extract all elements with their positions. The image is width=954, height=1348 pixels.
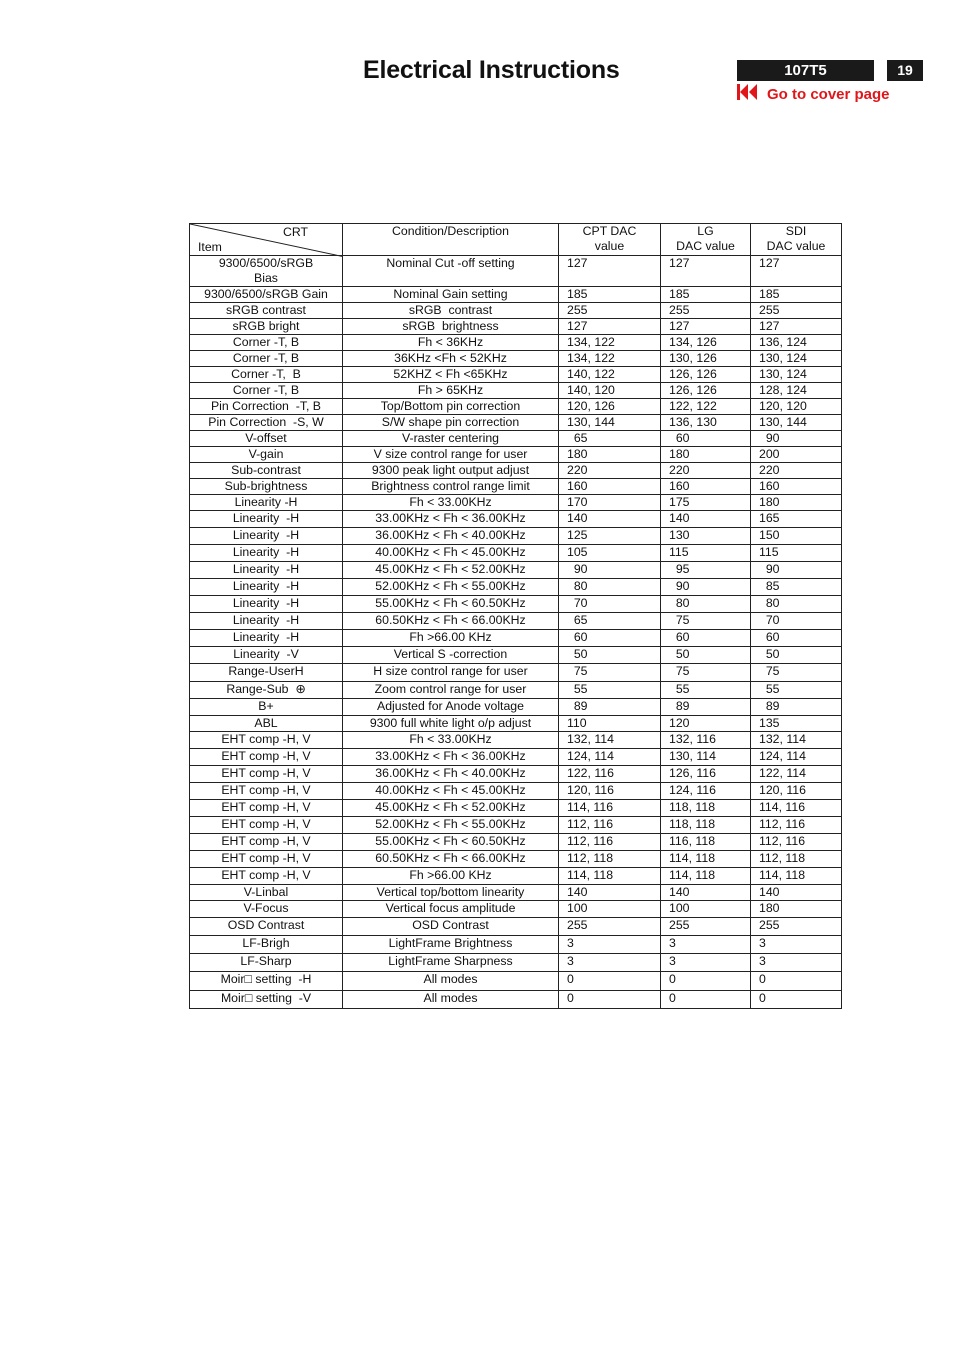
row-cpt-value: 125 [559, 528, 661, 545]
sdi-header-line2: DAC value [766, 239, 826, 253]
row-lg-value: 3 [661, 936, 751, 954]
row-condition: Vertical top/bottom linearity [343, 885, 559, 901]
row-sdi-value: 132, 114 [751, 732, 842, 749]
row-condition: 9300 full white light o/p adjust [343, 716, 559, 732]
table-row [190, 319, 842, 335]
row-cpt-value: 65 [559, 431, 661, 447]
sdi-header-line1: SDI [785, 224, 807, 238]
row-lg-value: 89 [661, 699, 751, 716]
row-cpt-value: 60 [559, 630, 661, 647]
row-item: EHT comp -H, V [190, 817, 343, 834]
row-item: Linearity -H [190, 562, 343, 579]
row-item: EHT comp -H, V [190, 749, 343, 766]
row-condition: Fh < 36KHz [343, 335, 559, 351]
row-cpt-value: 130, 144 [559, 415, 661, 431]
row-lg-value: 127 [661, 319, 751, 335]
row-lg-value: 130, 126 [661, 351, 751, 367]
row-sdi-value: 136, 124 [751, 335, 842, 351]
row-condition: 52KHZ < Fh <65KHz [343, 367, 559, 383]
table-row [190, 918, 842, 936]
table-row [190, 936, 842, 954]
row-cpt-value: 140, 120 [559, 383, 661, 399]
row-condition: Nominal Cut -off setting [343, 256, 559, 287]
row-sdi-value: 128, 124 [751, 383, 842, 399]
row-lg-value: 114, 118 [661, 868, 751, 885]
row-item: Corner -T, B [190, 351, 343, 367]
table-row [190, 447, 842, 463]
row-cpt-value: 112, 118 [559, 851, 661, 868]
row-cpt-value: 140 [559, 511, 661, 528]
table-row [190, 954, 842, 972]
go-to-cover-link[interactable] [737, 84, 890, 104]
page-number: 19 [887, 60, 923, 81]
row-cpt-value: 140, 122 [559, 367, 661, 383]
row-condition: sRGB contrast [343, 303, 559, 319]
row-sdi-value: 180 [751, 901, 842, 918]
row-lg-value: 124, 116 [661, 783, 751, 800]
row-cpt-value: 70 [559, 596, 661, 613]
table-row [190, 287, 842, 303]
row-lg-value: 80 [661, 596, 751, 613]
table-row [190, 800, 842, 817]
row-condition: 33.00KHz < Fh < 36.00KHz [343, 511, 559, 528]
row-sdi-value: 130, 124 [751, 367, 842, 383]
row-item: 9300/6500/sRGB Gain [190, 287, 343, 303]
row-lg-value: 118, 118 [661, 800, 751, 817]
table-row [190, 664, 842, 682]
row-item: Linearity -H [190, 579, 343, 596]
row-condition: 40.00KHz < Fh < 45.00KHz [343, 545, 559, 562]
table-row [190, 415, 842, 431]
row-condition: Fh >66.00 KHz [343, 630, 559, 647]
row-cpt-value: 185 [559, 287, 661, 303]
table-row [190, 399, 842, 415]
row-cpt-value: 114, 118 [559, 868, 661, 885]
row-cpt-value: 132, 114 [559, 732, 661, 749]
row-item: Linearity -H [190, 613, 343, 630]
table-row [190, 699, 842, 716]
row-cpt-value: 127 [559, 319, 661, 335]
row-condition: V size control range for user [343, 447, 559, 463]
table-row [190, 901, 842, 918]
row-condition: All modes [343, 972, 559, 991]
row-condition: 45.00KHz < Fh < 52.00KHz [343, 800, 559, 817]
row-item: LF-Brigh [190, 936, 343, 954]
row-lg-value: 0 [661, 991, 751, 1009]
row-lg-value: 130, 114 [661, 749, 751, 766]
row-lg-value: 95 [661, 562, 751, 579]
row-cpt-value: 170 [559, 495, 661, 511]
row-condition: LightFrame Brightness [343, 936, 559, 954]
row-lg-value: 136, 130 [661, 415, 751, 431]
table-row [190, 596, 842, 613]
row-cpt-value: 105 [559, 545, 661, 562]
row-condition: 36KHz <Fh < 52KHz [343, 351, 559, 367]
row-item: Corner -T, B [190, 383, 343, 399]
row-sdi-value: 185 [751, 287, 842, 303]
row-condition: 33.00KHz < Fh < 36.00KHz [343, 749, 559, 766]
row-item: sRGB contrast [190, 303, 343, 319]
row-cpt-value: 255 [559, 918, 661, 936]
row-lg-value: 255 [661, 918, 751, 936]
row-item: EHT comp -H, V [190, 766, 343, 783]
row-condition: V-raster centering [343, 431, 559, 447]
table-row [190, 511, 842, 528]
row-condition: LightFrame Sharpness [343, 954, 559, 972]
row-item: Corner -T, B [190, 367, 343, 383]
row-sdi-value: 80 [751, 596, 842, 613]
lg-header-line1: LG [697, 224, 714, 238]
row-lg-value: 175 [661, 495, 751, 511]
row-condition: sRGB brightness [343, 319, 559, 335]
row-lg-value: 60 [661, 630, 751, 647]
crt-header-label: CRT [282, 225, 308, 239]
table-row [190, 562, 842, 579]
row-sdi-value: 180 [751, 495, 842, 511]
row-condition: OSD Contrast [343, 918, 559, 936]
table-row [190, 732, 842, 749]
table-row [190, 783, 842, 800]
row-condition: 36.00KHz < Fh < 40.00KHz [343, 766, 559, 783]
table-row [190, 351, 842, 367]
row-condition: Fh >66.00 KHz [343, 868, 559, 885]
row-item: Linearity -H [190, 630, 343, 647]
row-sdi-value: 150 [751, 528, 842, 545]
row-condition: Brightness control range limit [343, 479, 559, 495]
row-item: 9300/6500/sRGB Bias [190, 256, 343, 287]
row-cpt-value: 75 [559, 664, 661, 682]
row-condition: Vertical S -correction [343, 647, 559, 664]
row-lg-value: 140 [661, 511, 751, 528]
row-lg-value: 122, 122 [661, 399, 751, 415]
row-item: V-Focus [190, 901, 343, 918]
table-row [190, 256, 842, 287]
row-item: EHT comp -H, V [190, 783, 343, 800]
row-sdi-value: 115 [751, 545, 842, 562]
row-condition: 45.00KHz < Fh < 52.00KHz [343, 562, 559, 579]
row-cpt-value: 0 [559, 991, 661, 1009]
row-cpt-value: 122, 116 [559, 766, 661, 783]
row-sdi-value: 114, 116 [751, 800, 842, 817]
row-lg-value: 115 [661, 545, 751, 562]
table-row [190, 766, 842, 783]
row-item: Moir□ setting -V [190, 991, 343, 1009]
table-row [190, 613, 842, 630]
row-cpt-value: 220 [559, 463, 661, 479]
row-item: Corner -T, B [190, 335, 343, 351]
table-row [190, 817, 842, 834]
row-lg-value: 140 [661, 885, 751, 901]
row-item: Moir□ setting -H [190, 972, 343, 991]
row-cpt-value: 120, 116 [559, 783, 661, 800]
row-sdi-value: 50 [751, 647, 842, 664]
row-cpt-value: 124, 114 [559, 749, 661, 766]
row-sdi-value: 127 [751, 319, 842, 335]
table-header-row [190, 224, 842, 256]
row-sdi-value: 160 [751, 479, 842, 495]
table-row [190, 383, 842, 399]
row-condition: 55.00KHz < Fh < 60.50KHz [343, 834, 559, 851]
row-item: Sub-contrast [190, 463, 343, 479]
row-cpt-value: 80 [559, 579, 661, 596]
row-lg-value: 90 [661, 579, 751, 596]
table-row [190, 749, 842, 766]
first-page-arrow-icon [737, 84, 767, 104]
row-sdi-value: 114, 118 [751, 868, 842, 885]
row-lg-value: 132, 116 [661, 732, 751, 749]
row-sdi-value: 85 [751, 579, 842, 596]
row-condition: Top/Bottom pin correction [343, 399, 559, 415]
row-sdi-value: 0 [751, 972, 842, 991]
row-lg-value: 127 [661, 256, 751, 287]
row-cpt-value: 160 [559, 479, 661, 495]
row-item: Linearity -V [190, 647, 343, 664]
row-sdi-value: 75 [751, 664, 842, 682]
row-condition: H size control range for user [343, 664, 559, 682]
table-row [190, 647, 842, 664]
row-sdi-value: 140 [751, 885, 842, 901]
row-lg-value: 0 [661, 972, 751, 991]
table-row [190, 868, 842, 885]
table-row [190, 431, 842, 447]
row-lg-value: 116, 118 [661, 834, 751, 851]
row-condition: S/W shape pin correction [343, 415, 559, 431]
row-cpt-value: 65 [559, 613, 661, 630]
row-item: Linearity -H [190, 511, 343, 528]
row-sdi-value: 220 [751, 463, 842, 479]
row-sdi-value: 3 [751, 954, 842, 972]
row-lg-value: 50 [661, 647, 751, 664]
table-row [190, 630, 842, 647]
row-item: Sub-brightness [190, 479, 343, 495]
row-sdi-value: 130, 144 [751, 415, 842, 431]
table-row [190, 834, 842, 851]
row-lg-value: 55 [661, 682, 751, 699]
dac-settings-table [189, 223, 842, 1009]
row-sdi-value: 127 [751, 256, 842, 287]
row-condition: Fh > 65KHz [343, 383, 559, 399]
row-sdi-value: 124, 114 [751, 749, 842, 766]
row-cpt-value: 100 [559, 901, 661, 918]
row-sdi-value: 90 [751, 431, 842, 447]
row-cpt-value: 140 [559, 885, 661, 901]
row-lg-value: 75 [661, 664, 751, 682]
row-item: B+ [190, 699, 343, 716]
row-condition: Fh < 33.00KHz [343, 732, 559, 749]
row-condition: 40.00KHz < Fh < 45.00KHz [343, 783, 559, 800]
row-cpt-value: 0 [559, 972, 661, 991]
row-item: EHT comp -H, V [190, 800, 343, 817]
table-row [190, 495, 842, 511]
row-lg-value: 180 [661, 447, 751, 463]
row-sdi-value: 112, 118 [751, 851, 842, 868]
row-lg-value: 126, 126 [661, 367, 751, 383]
row-lg-value: 75 [661, 613, 751, 630]
row-item: V-offset [190, 431, 343, 447]
row-cpt-value: 110 [559, 716, 661, 732]
row-cpt-value: 3 [559, 954, 661, 972]
row-condition: Nominal Gain setting [343, 287, 559, 303]
row-sdi-value: 89 [751, 699, 842, 716]
row-item: LF-Sharp [190, 954, 343, 972]
row-item: V-gain [190, 447, 343, 463]
row-lg-value: 126, 116 [661, 766, 751, 783]
table-row [190, 991, 842, 1009]
sdi-header [751, 224, 842, 256]
table-row [190, 303, 842, 319]
row-item: Range-Sub ⊕ [190, 682, 343, 699]
row-sdi-value: 3 [751, 936, 842, 954]
row-cpt-value: 112, 116 [559, 817, 661, 834]
row-sdi-value: 70 [751, 613, 842, 630]
row-lg-value: 220 [661, 463, 751, 479]
row-item: Linearity -H [190, 495, 343, 511]
row-item: OSD Contrast [190, 918, 343, 936]
row-cpt-value: 3 [559, 936, 661, 954]
row-item: Pin Correction -S, W [190, 415, 343, 431]
table-row [190, 545, 842, 562]
row-item: ABL [190, 716, 343, 732]
row-item: EHT comp -H, V [190, 732, 343, 749]
table-row [190, 528, 842, 545]
model-label: 107T5 [737, 60, 874, 81]
row-sdi-value: 120, 120 [751, 399, 842, 415]
row-cpt-value: 112, 116 [559, 834, 661, 851]
row-item: Range-UserH [190, 664, 343, 682]
row-sdi-value: 130, 124 [751, 351, 842, 367]
row-lg-value: 255 [661, 303, 751, 319]
row-condition: All modes [343, 991, 559, 1009]
row-sdi-value: 122, 114 [751, 766, 842, 783]
table-row [190, 682, 842, 699]
row-sdi-value: 135 [751, 716, 842, 732]
row-cpt-value: 120, 126 [559, 399, 661, 415]
row-lg-value: 3 [661, 954, 751, 972]
row-sdi-value: 60 [751, 630, 842, 647]
cpt-header [559, 224, 661, 256]
table-row [190, 972, 842, 991]
condition-header: Condition/Description [343, 224, 559, 256]
row-sdi-value: 200 [751, 447, 842, 463]
row-item: V-Linbal [190, 885, 343, 901]
row-lg-value: 114, 118 [661, 851, 751, 868]
row-item: EHT comp -H, V [190, 868, 343, 885]
row-sdi-value: 0 [751, 991, 842, 1009]
row-item: Linearity -H [190, 596, 343, 613]
row-lg-value: 120 [661, 716, 751, 732]
row-condition: 60.50KHz < Fh < 66.00KHz [343, 851, 559, 868]
row-condition: 55.00KHz < Fh < 60.50KHz [343, 596, 559, 613]
row-sdi-value: 165 [751, 511, 842, 528]
row-sdi-value: 255 [751, 303, 842, 319]
row-sdi-value: 90 [751, 562, 842, 579]
row-cpt-value: 50 [559, 647, 661, 664]
table-row [190, 367, 842, 383]
crt-item-header [190, 224, 343, 256]
row-lg-value: 100 [661, 901, 751, 918]
row-cpt-value: 114, 116 [559, 800, 661, 817]
row-lg-value: 130 [661, 528, 751, 545]
row-sdi-value: 255 [751, 918, 842, 936]
row-condition: Adjusted for Anode voltage [343, 699, 559, 716]
row-cpt-value: 90 [559, 562, 661, 579]
row-lg-value: 134, 126 [661, 335, 751, 351]
row-cpt-value: 180 [559, 447, 661, 463]
row-condition: Zoom control range for user [343, 682, 559, 699]
row-item: EHT comp -H, V [190, 851, 343, 868]
row-item: Linearity -H [190, 545, 343, 562]
table-row [190, 335, 842, 351]
row-sdi-value: 55 [751, 682, 842, 699]
table-row [190, 885, 842, 901]
row-condition: 52.00KHz < Fh < 55.00KHz [343, 817, 559, 834]
row-sdi-value: 112, 116 [751, 834, 842, 851]
row-cpt-value: 127 [559, 256, 661, 287]
row-lg-value: 126, 126 [661, 383, 751, 399]
table-row [190, 479, 842, 495]
row-cpt-value: 134, 122 [559, 335, 661, 351]
row-item: Linearity -H [190, 528, 343, 545]
row-lg-value: 118, 118 [661, 817, 751, 834]
table-row [190, 579, 842, 596]
item-header-label: Item [198, 240, 222, 254]
row-condition: 36.00KHz < Fh < 40.00KHz [343, 528, 559, 545]
table-row [190, 716, 842, 732]
row-cpt-value: 134, 122 [559, 351, 661, 367]
row-condition: Fh < 33.00KHz [343, 495, 559, 511]
page-title: Electrical Instructions [363, 56, 620, 84]
row-cpt-value: 89 [559, 699, 661, 716]
table-row [190, 463, 842, 479]
cpt-header-line1: CPT DAC [582, 224, 637, 238]
table-row [190, 851, 842, 868]
row-condition: 52.00KHz < Fh < 55.00KHz [343, 579, 559, 596]
lg-header-line2: DAC value [676, 239, 735, 253]
row-sdi-value: 120, 116 [751, 783, 842, 800]
row-item: EHT comp -H, V [190, 834, 343, 851]
row-cpt-value: 55 [559, 682, 661, 699]
row-lg-value: 160 [661, 479, 751, 495]
row-condition: 60.50KHz < Fh < 66.00KHz [343, 613, 559, 630]
lg-header [661, 224, 751, 256]
row-item: Pin Correction -T, B [190, 399, 343, 415]
row-item: sRGB bright [190, 319, 343, 335]
row-sdi-value: 112, 116 [751, 817, 842, 834]
cpt-header-line2: value [594, 239, 625, 253]
row-condition: 9300 peak light output adjust [343, 463, 559, 479]
row-condition: Vertical focus amplitude [343, 901, 559, 918]
row-cpt-value: 255 [559, 303, 661, 319]
row-lg-value: 60 [661, 431, 751, 447]
row-lg-value: 185 [661, 287, 751, 303]
go-to-cover-label: Go to cover page [767, 85, 890, 103]
